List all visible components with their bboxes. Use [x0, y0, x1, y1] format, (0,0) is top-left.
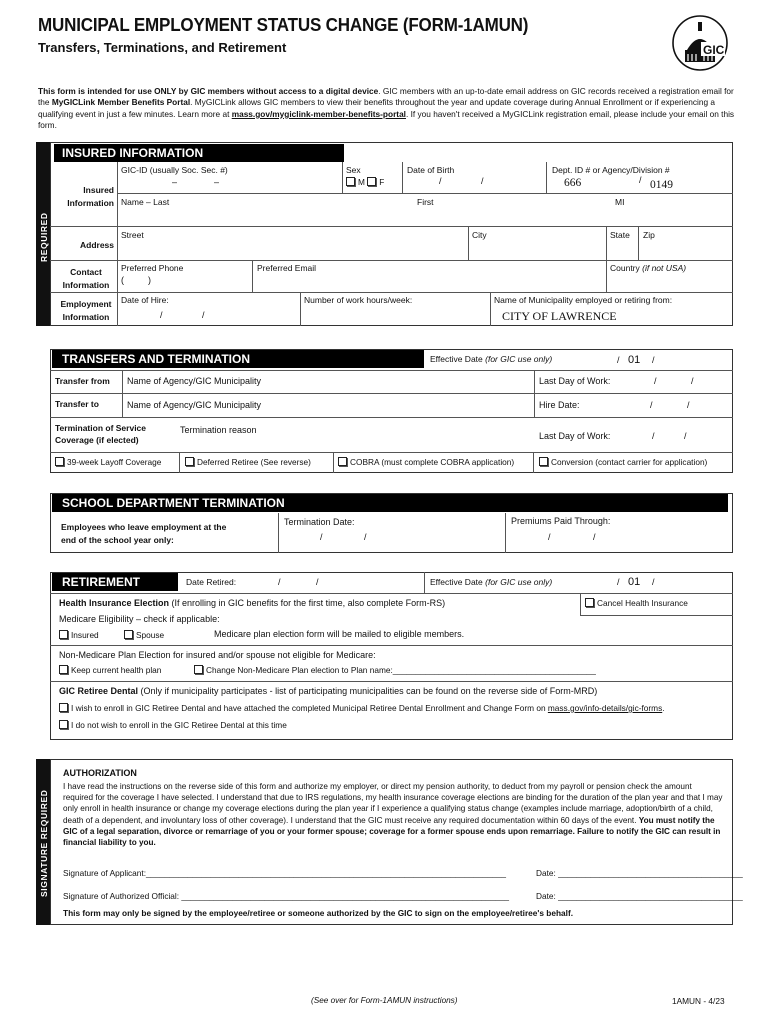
- option-cobra-checkbox[interactable]: [338, 457, 347, 466]
- option-39-week-checkbox[interactable]: [55, 457, 64, 466]
- form-title: MUNICIPAL EMPLOYMENT STATUS CHANGE (FORM-1AMUN): [38, 14, 529, 35]
- dept-slash: /: [639, 175, 642, 185]
- country-label: Country (if not USA): [610, 263, 687, 273]
- signature-required-label: SIGNATURE REQUIRED: [39, 789, 49, 897]
- sex-f-label: F: [379, 177, 385, 187]
- option-conversion-checkbox[interactable]: [539, 457, 548, 466]
- authorization-header: AUTHORIZATION: [63, 768, 137, 778]
- change-plan-checkbox[interactable]: [194, 665, 203, 674]
- termination-coverage-label: Termination of Service Coverage (if elected): [55, 423, 147, 445]
- dept-id-label: Dept. ID # or Agency/Division #: [552, 165, 670, 175]
- intro-text-1: . GIC members with an up-to-date email address on GIC records received a registration email for the: [38, 86, 734, 108]
- transfers-effective-slash-2: /: [652, 355, 655, 365]
- retirement-effective-slash-2: /: [652, 577, 655, 587]
- email-label: Preferred Email: [257, 263, 317, 273]
- form-subtitle: Transfers, Terminations, and Retirement: [38, 40, 287, 55]
- intro-portal-link[interactable]: mass.gov/mygiclink-member-benefits-portal: [231, 108, 406, 119]
- option-deferred-checkbox[interactable]: [185, 457, 194, 466]
- official-date[interactable]: Date: ________________________________________: [536, 891, 743, 901]
- option-39-week[interactable]: 39-week Layoff Coverage: [55, 457, 161, 467]
- school-note: Employees who leave employment at the end of the school year only:: [61, 522, 227, 545]
- medicare-note: Medicare plan election form will be mailed to eligible members.: [214, 629, 465, 639]
- termination-last-day-slash-2: /: [684, 431, 687, 441]
- transfers-effective-value: 01: [628, 354, 641, 366]
- dental-enroll[interactable]: I wish to enroll in GIC Retiree Dental and have attached the completed Municipal Retiree Dental Enrollment and Change Form on mass.gov/info-details/gic-forms.: [59, 703, 665, 713]
- see-over-note: (See over for Form-1AMUN instructions): [311, 996, 458, 1005]
- form-id: 1AMUN - 4/23: [672, 996, 725, 1006]
- city-label: City: [472, 230, 487, 240]
- premiums-slash-2: /: [593, 532, 596, 542]
- dental-decline[interactable]: I do not wish to enroll in the GIC Retiree Dental at this time: [59, 720, 287, 730]
- transfer-last-day-slash-2: /: [691, 376, 694, 386]
- retirement-effective-label: Effective Date (for GIC use only): [430, 577, 553, 587]
- first-name-label: First: [417, 197, 434, 207]
- keep-plan-checkbox[interactable]: [59, 665, 68, 674]
- street-label: Street: [121, 230, 144, 240]
- required-label: REQUIRED: [39, 212, 49, 262]
- transfer-to-agency-label: Name of Agency/GIC Municipality: [127, 400, 262, 410]
- gic-forms-link[interactable]: mass.gov/info-details/gic-forms: [547, 703, 663, 713]
- employment-row-label: Employment Information: [60, 299, 112, 322]
- retirement-effective-slash-1: /: [617, 577, 620, 587]
- change-plan[interactable]: Change Non-Medicare Plan election to Plan name:____________________________________________: [194, 665, 596, 675]
- signature-note: This form may only be signed by the employee/retiree or someone authorized by the GIC to sign on the employee/retiree's behalf.: [63, 908, 574, 918]
- medicare-insured-checkbox[interactable]: [59, 630, 68, 639]
- dob-input[interactable]: [404, 176, 544, 190]
- sex-label: Sex: [346, 165, 361, 175]
- termination-reason-label: Termination reason: [180, 425, 257, 435]
- hire-date-label: Date of Hire:: [121, 295, 169, 305]
- dob-label: Date of Birth: [407, 165, 455, 175]
- official-signature[interactable]: Signature of Authorized Official: _______________________________________________________________________: [63, 891, 509, 901]
- gic-id-input[interactable]: [119, 176, 339, 190]
- premiums-slash-1: /: [548, 532, 551, 542]
- dept-id-value[interactable]: 666: [564, 177, 582, 189]
- premiums-paid-label: Premiums Paid Through:: [511, 516, 611, 526]
- termination-last-day-label: Last Day of Work:: [539, 431, 611, 441]
- hire-slash-2: /: [202, 310, 205, 320]
- name-input[interactable]: [119, 208, 731, 224]
- school-term-slash-2: /: [364, 532, 367, 542]
- phone-paren-close: ): [148, 275, 151, 285]
- gic-logo-text: GIC: [703, 43, 725, 57]
- intro-text-2: . MyGICLink allows GIC members to view their benefits throughout the year and update coverage during Annual Enrollment or if experiencing a qualifying event in just a few minutes. Learn more at: [38, 97, 715, 119]
- intro-paragraph: [38, 86, 738, 132]
- transfer-hire-slash-2: /: [687, 400, 690, 410]
- transfer-to-label: Transfer to: [55, 399, 99, 409]
- transfers-effective-slash-1: /: [617, 355, 620, 365]
- retirement-effective-value: 01: [628, 576, 641, 588]
- medicare-spouse-checkbox[interactable]: [124, 630, 133, 639]
- date-retired-slash-2: /: [316, 577, 319, 587]
- hire-slash-1: /: [160, 310, 163, 320]
- authorization-text: I have read the instructions on the reverse side of this form and authorize my employer, or direct my pension authority, to deduct from my payroll or pension check the amount required for the coverage I have selected. I understand that due to IRS regulations, my health insurance coverage elections are binding for the duration of the plan year and that I may only enroll in health insurance or change my coverage elections during the plan year if I experience a qualifying status change (examples include marriage, adoption/birth of a child, death of a dependent, and involuntary loss of other coverage). I understand that the GIC must receive any required documentation within 60 days of the event. You must notify the GIC of a legal separation, divorce or remarriage of you or your former spouse; coverage for a former spouse ends upon remarriage. Failure to notify the GIC can result in financial liability to you.: [63, 782, 723, 848]
- dob-slash-2: /: [481, 176, 484, 186]
- transfer-hire-slash-1: /: [650, 400, 653, 410]
- dental-enroll-checkbox[interactable]: [59, 703, 68, 712]
- zip-label: Zip: [643, 230, 655, 240]
- gic-id-dash-1: –: [172, 177, 178, 187]
- intro-bold-1: This form is intended for use ONLY by GIC members without access to a digital device: [38, 86, 379, 96]
- transfer-from-label: Transfer from: [55, 376, 110, 386]
- phone-paren-open: (: [121, 275, 124, 285]
- transfer-last-day-label: Last Day of Work:: [539, 376, 611, 386]
- cancel-health-checkbox[interactable]: [585, 598, 594, 607]
- last-name-label: Name – Last: [121, 197, 170, 207]
- sex-options: [346, 177, 384, 187]
- gic-id-dash-2: –: [214, 177, 220, 187]
- date-retired-label: Date Retired:: [186, 577, 237, 587]
- sex-m-checkbox[interactable]: [346, 177, 355, 186]
- transfers-header: TRANSFERS AND TERMINATION: [52, 350, 424, 368]
- option-deferred-retiree[interactable]: Deferred Retiree (See reverse): [185, 457, 311, 467]
- insured-info-header: INSURED INFORMATION: [54, 144, 344, 162]
- sex-m-label: M: [358, 177, 365, 187]
- transfer-from-agency-label: Name of Agency/GIC Municipality: [127, 376, 262, 386]
- contact-row-label: Contact Information: [62, 267, 110, 290]
- non-medicare-label: Non-Medicare Plan Election for insured and/or spouse not eligible for Medicare:: [59, 650, 376, 660]
- intro-text-3: . If you haven't received a MyGICLink registration email, please include your email on this form.: [38, 108, 735, 131]
- applicant-date[interactable]: Date: ________________________________________: [536, 868, 743, 878]
- option-cobra[interactable]: COBRA (must complete COBRA application): [338, 457, 514, 467]
- insured-row-label: Insured Information: [67, 185, 114, 208]
- school-term-date-label: Termination Date:: [284, 517, 355, 527]
- school-header: SCHOOL DEPARTMENT TERMINATION: [52, 494, 728, 512]
- keep-current-plan[interactable]: Keep current health plan: [59, 665, 161, 675]
- state-label: State: [610, 230, 630, 240]
- address-row-label: Address: [79, 240, 114, 250]
- applicant-signature[interactable]: Signature of Applicant:______________________________________________________________________________: [63, 868, 506, 878]
- option-conversion[interactable]: Conversion (contact carrier for application): [539, 457, 707, 467]
- cancel-health-insurance[interactable]: Cancel Health Insurance: [585, 598, 688, 608]
- health-insurance-election: Health Insurance Election (If enrolling in GIC benefits for the first time, also complete Form-RS): [59, 598, 446, 608]
- dob-slash-1: /: [439, 176, 442, 186]
- school-term-slash-1: /: [320, 532, 323, 542]
- dental-decline-checkbox[interactable]: [59, 720, 68, 729]
- municipality-label: Name of Municipality employed or retiring from:: [494, 295, 673, 305]
- mi-label: MI: [615, 197, 625, 207]
- termination-last-day-slash-1: /: [652, 431, 655, 441]
- transfer-last-day-slash-1: /: [654, 376, 657, 386]
- gic-logo: [671, 14, 729, 72]
- medicare-eligibility-label: Medicare Eligibility – check if applicable:: [59, 614, 220, 624]
- retiree-dental-label: GIC Retiree Dental (Only if municipality participates - list of participating municipalities can be found on the reverse side of Form-MRD): [59, 686, 598, 696]
- medicare-spouse[interactable]: Spouse: [124, 630, 164, 640]
- retirement-header: RETIREMENT: [52, 573, 178, 591]
- intro-bold-2: MyGICLink Member Benefits Portal: [51, 97, 191, 108]
- medicare-insured[interactable]: Insured: [59, 630, 99, 640]
- sex-f-checkbox[interactable]: [367, 177, 376, 186]
- gic-id-label: GIC-ID (usually Soc. Sec. #): [121, 165, 228, 175]
- date-retired-slash-1: /: [278, 577, 281, 587]
- phone-label: Preferred Phone: [121, 263, 184, 273]
- transfer-hire-date-label: Hire Date:: [539, 400, 580, 410]
- division-value[interactable]: 0149: [650, 179, 673, 191]
- work-hours-label: Number of work hours/week:: [304, 295, 413, 305]
- municipality-value[interactable]: CITY OF LAWRENCE: [502, 309, 617, 323]
- transfers-effective-label: Effective Date (for GIC use only): [430, 354, 553, 364]
